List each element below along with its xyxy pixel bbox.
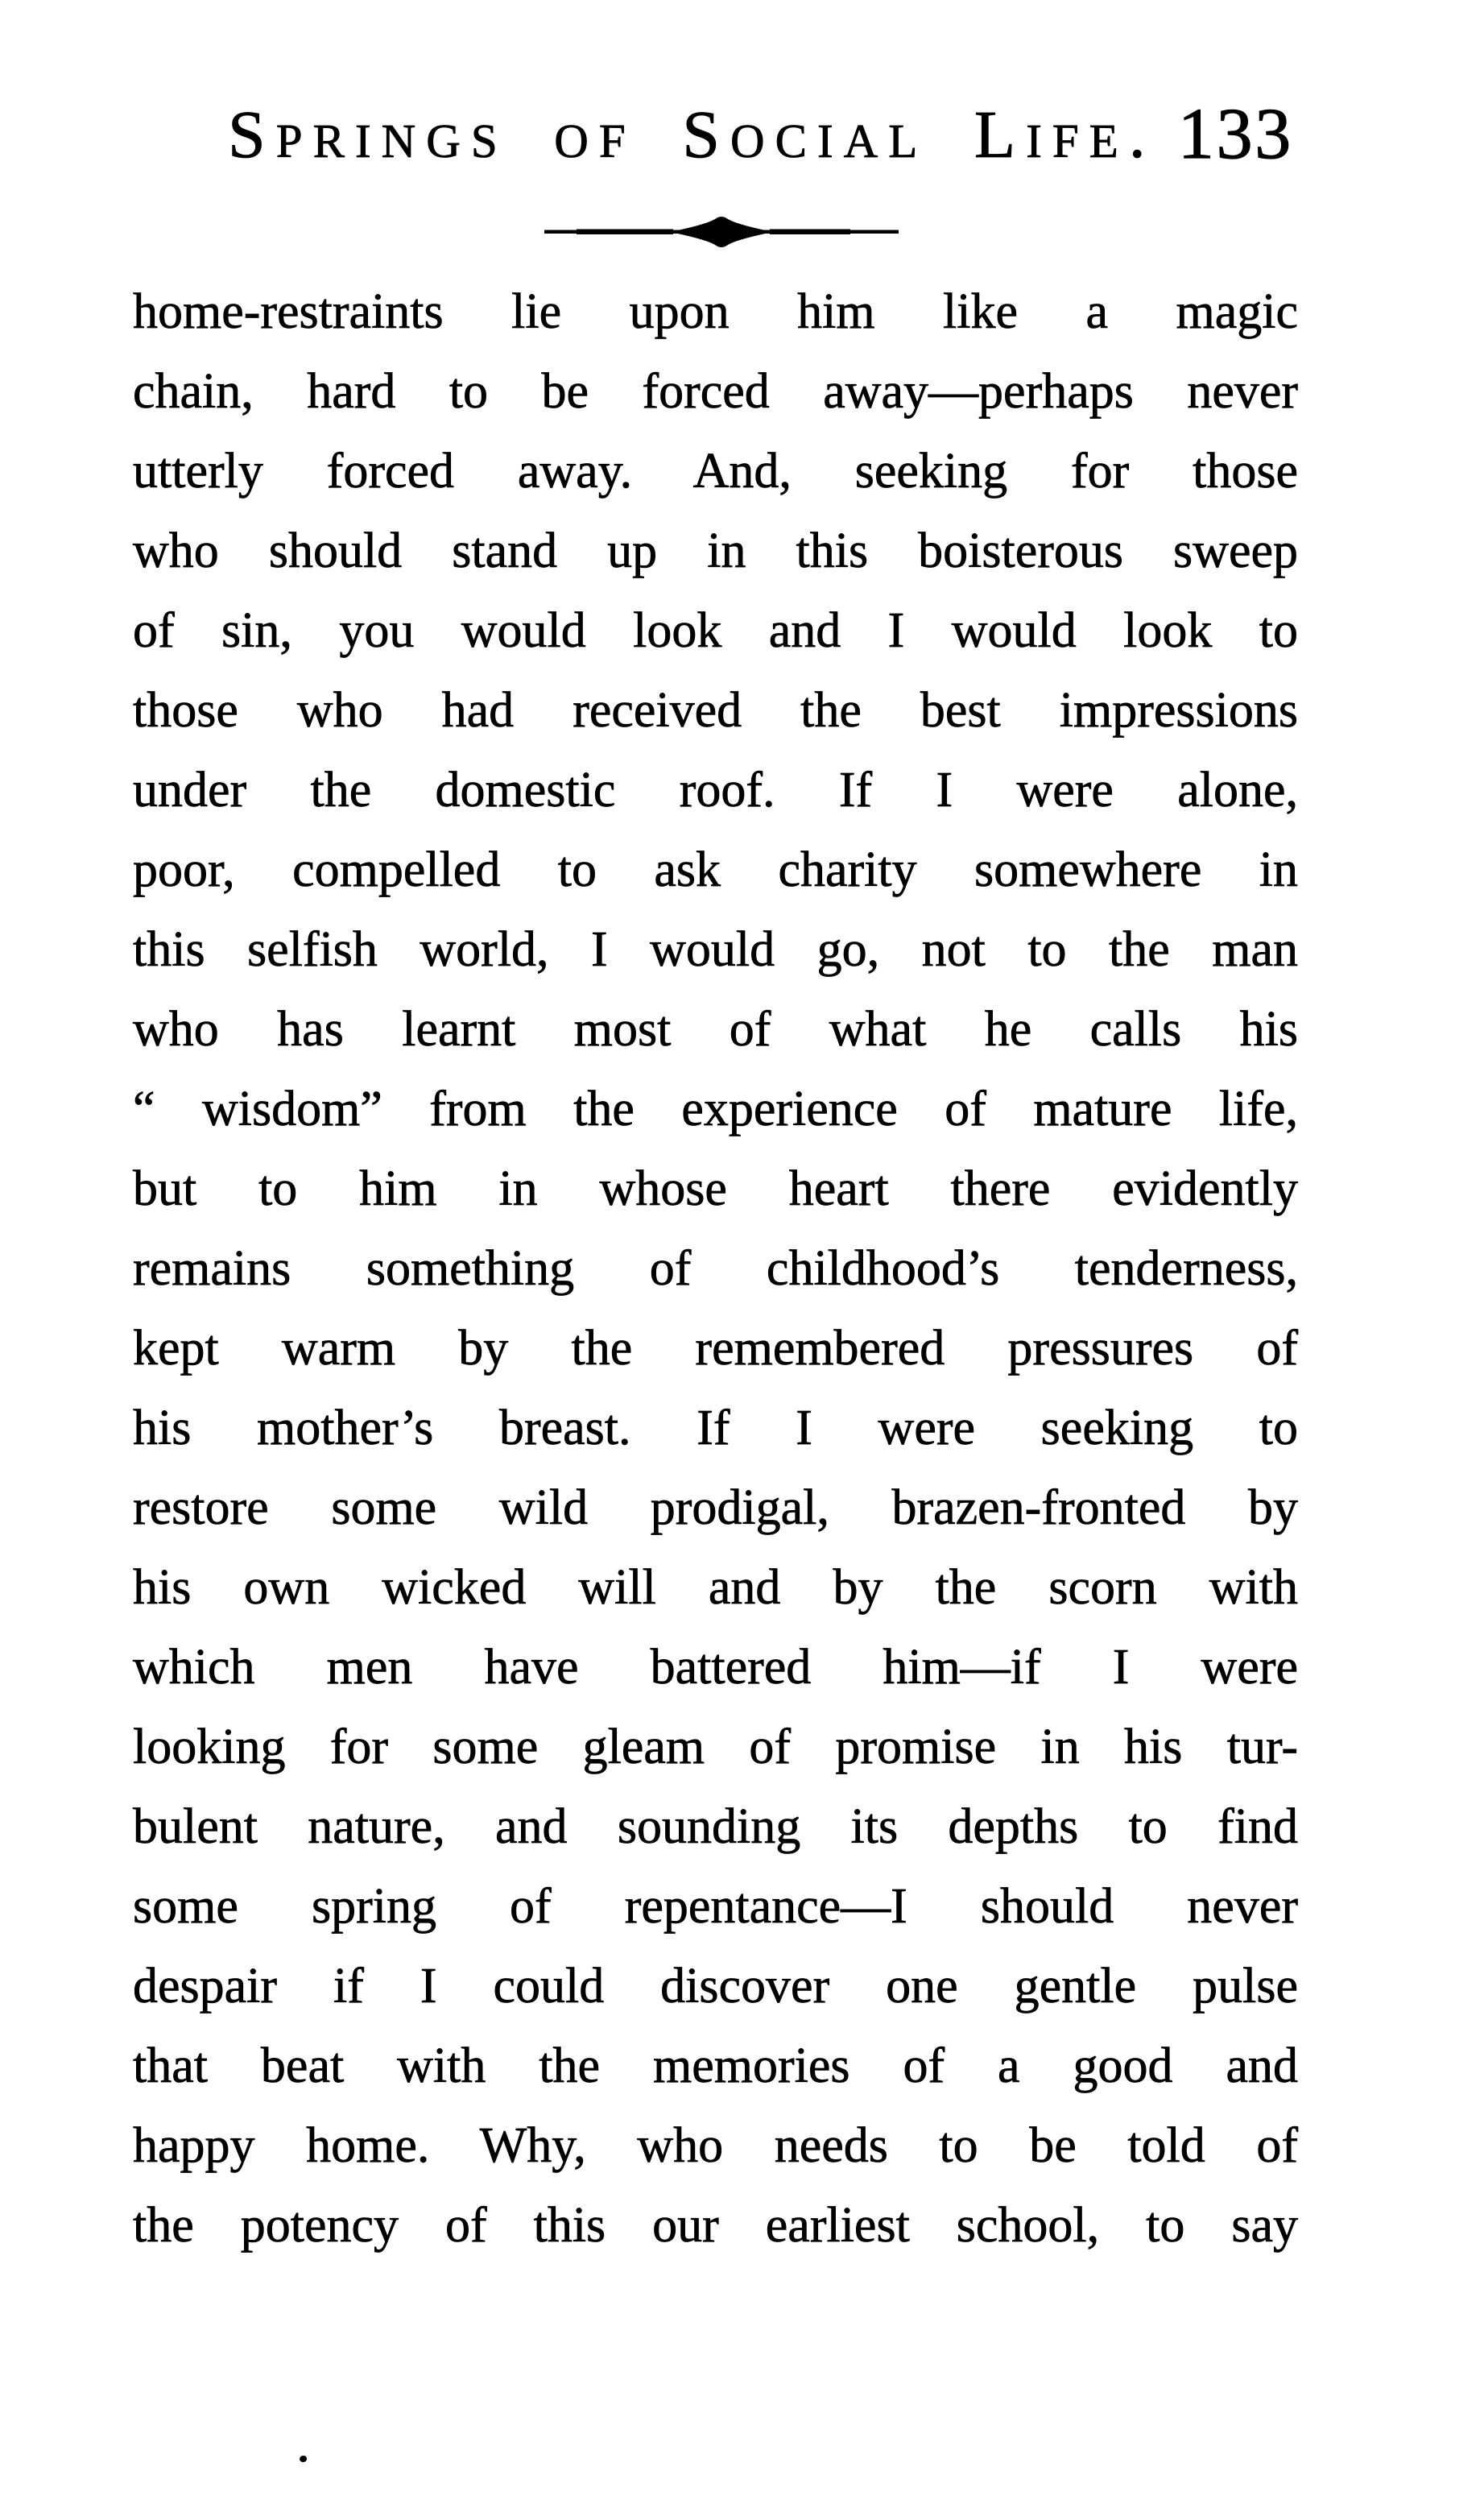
text-line: that beat with the memories of a good and [133,2038,1298,2093]
text-line: poor, compelled to ask charity somewhere in [133,842,1298,897]
text-line: “ wisdom” from the experience of mature life, [133,1082,1298,1136]
page-title: Springs of Social Life. [228,97,1156,172]
text-line: under the domestic roof. If I were alone, [133,763,1298,817]
text-line: remains something of childhood’s tenderness, [133,1241,1298,1296]
text-line: the potency of this our earliest school, to say [133,2198,1298,2253]
text-line: some spring of repentance—I should never [133,1879,1298,1934]
text-line: this selfish world, I would go, not to the man [133,922,1298,977]
text-line: which men have battered him—if I were [133,1640,1298,1695]
page-body-text [133,272,1298,2266]
text-line: looking for some gleam of promise in his tur- [133,1720,1298,1774]
ink-speck [300,2456,307,2462]
text-line: those who had received the best impressions [133,683,1298,738]
fleuron-divider-icon [544,214,899,250]
text-line: of sin, you would look and I would look to [133,603,1298,658]
text-line: chain, hard to be forced away—perhaps never [133,364,1298,419]
text-line: home-restraints lie upon him like a magic [133,284,1298,339]
text-line: who should stand up in this boisterous sweep [133,524,1298,578]
text-line: bulent nature, and sounding its depths to find [133,1799,1298,1854]
text-line: despair if I could discover one gentle pulse [133,1959,1298,2014]
text-line: who has learnt most of what he calls his [133,1002,1298,1057]
text-line: but to him in whose heart there evidently [133,1161,1298,1216]
text-line: his own wicked will and by the scorn with [133,1560,1298,1615]
text-line: his mother’s breast. If I were seeking to [133,1401,1298,1455]
text-line: kept warm by the remembered pressures of [133,1321,1298,1376]
text-line: happy home. Why, who needs to be told of [133,2118,1298,2173]
page-number: 133 [1177,94,1293,174]
text-line: restore some wild prodigal, brazen-fronted by [133,1480,1298,1535]
text-line: utterly forced away. And, seeking for those [133,444,1298,499]
